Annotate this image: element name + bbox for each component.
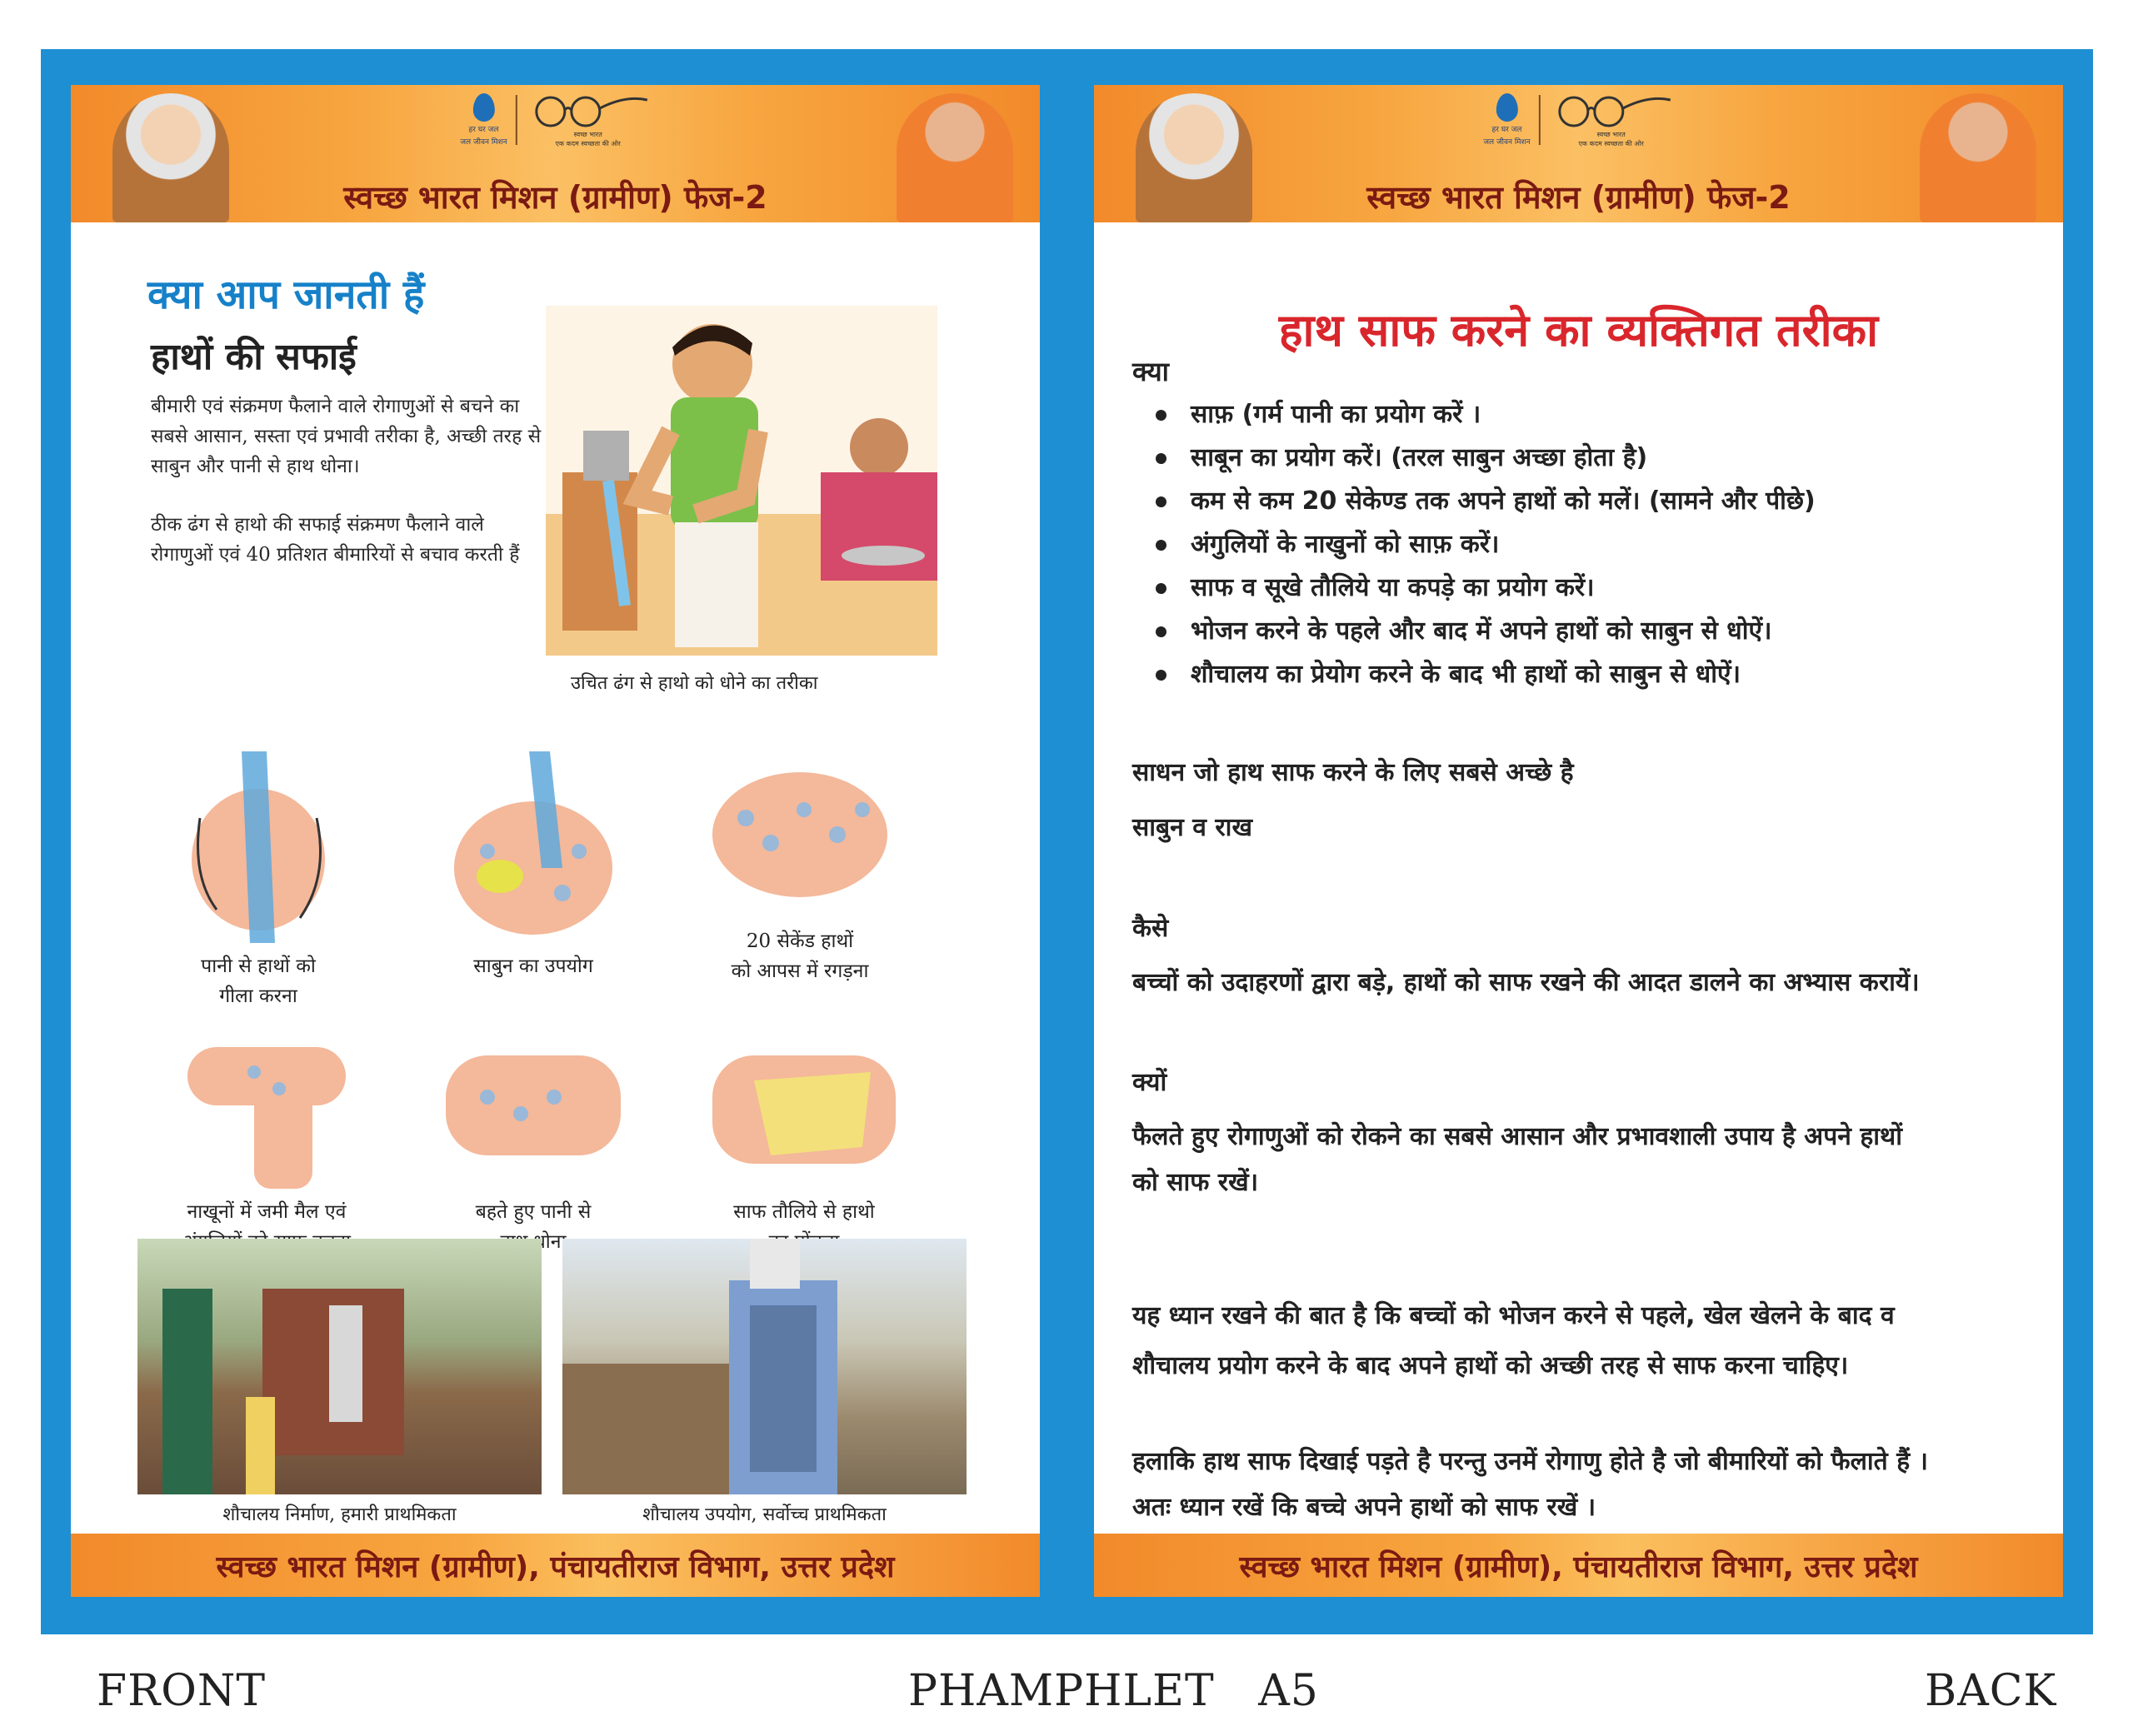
soap-hands-icon (437, 751, 629, 943)
means-line-2: साबुन व राख (1132, 813, 1252, 842)
front-paragraph-2: ठीक ढंग से हाथो की सफाई संक्रमण फैलाने वाले रोगाणुओं एवं 40 प्रतिशत बीमारियों से बचाव करती हैं (151, 514, 520, 566)
list-item: शौचालय का प्रेयोग करने के बाद भी हाथों को साबुन से धोऐं। (1154, 653, 1816, 696)
spectacles-icon (1549, 92, 1674, 130)
wet-hands-icon (167, 751, 350, 943)
back-swachh-logo (1549, 92, 1674, 148)
spectacles-icon (526, 92, 651, 130)
step-dry-hands (696, 1022, 912, 1257)
list-item: साफ़ (गर्म पानी का प्रयोग करें । (1154, 393, 1816, 436)
front-logo-group (460, 92, 650, 148)
front-label: FRONT (97, 1666, 267, 1716)
bullet-list (1154, 393, 1816, 696)
towel-hands-icon (704, 1022, 904, 1189)
how-label: कैसे (1132, 914, 1169, 943)
front-swachh-logo (526, 92, 651, 148)
illustration-caption: उचित ढंग से हाथो को धोने का तरीका (571, 673, 818, 694)
note-1-line-1: यह ध्यान रखने की बात है कि बच्चों को भोजन करने से पहले, खेल खेलने के बाद व (1132, 1301, 1895, 1330)
pamphlet-size-label: PHAMPHLET A5 (908, 1666, 1319, 1716)
toilet-construction-photo (137, 1239, 542, 1494)
back-specs-text: स्वच्छ भारत (1596, 131, 1626, 138)
rinse-hands-icon (437, 1022, 629, 1189)
means-line-1: साधन जो हाथ साफ करने के लिए सबसे अच्छे है (1132, 758, 1574, 787)
logo-divider (516, 95, 517, 145)
front-footer: स्वच्छ भारत मिशन (ग्रामीण), पंचायतीराज विभाग, उत्तर प्रदेश (71, 1534, 1040, 1597)
note-2-line-1: हलाकि हाथ साफ दिखाई पड़ते है परन्तु उनमें रोगाणु होते है जो बीमारियों को फैलाते हैं । (1132, 1447, 1928, 1476)
water-drop-icon (1496, 93, 1518, 122)
toilet-use-photo (562, 1239, 967, 1494)
note-2-line-2: अतः ध्यान रखें कि बच्चे अपने हाथों को साफ रखें । (1132, 1493, 1596, 1522)
back-jal-logo (1483, 93, 1530, 147)
front-specs-text: स्वच्छ भारत (573, 131, 602, 138)
back-title: हाथ साफ करने का व्यक्तिगत तरीका (1278, 304, 1879, 357)
step-wet-hands (150, 751, 367, 1011)
step-caption: 20 सेकेंड हाथों को आपस में रगड़ना (731, 930, 869, 982)
list-item: साफ व सूखे तौलिये या कपड़े का प्रयोग करें। (1154, 566, 1816, 610)
back-header (1094, 85, 2063, 222)
list-item: भोजन करने के पहले और बाद में अपने हाथों को साबुन से धोऐं। (1154, 610, 1816, 653)
back-header-title: स्वच्छ भारत मिशन (ग्रामीण) फेज-2 (1366, 179, 1791, 216)
back-panel (1094, 85, 2063, 1597)
step-clean-nails (158, 1022, 375, 1257)
water-drop-icon (473, 93, 495, 122)
front-jal-sub: जल जीवन मिशन (460, 138, 507, 147)
front-heading: क्या आप जानती हैं (147, 272, 425, 318)
pamphlet-frame (41, 49, 2093, 1634)
why-label: क्यों (1132, 1068, 1167, 1097)
front-panel (71, 85, 1040, 1597)
rub-hands-icon (704, 751, 896, 918)
front-header (71, 85, 1040, 222)
back-label: BACK (1925, 1666, 2057, 1716)
step-rinse-hands (425, 1022, 642, 1257)
list-item: साबून का प्रयोग करें। (तरल साबुन अच्छा होता है) (1154, 436, 1816, 480)
list-item: कम से कम 20 सेकेण्ड तक अपने हाथों को मलें। (सामने और पीछे) (1154, 480, 1816, 523)
note-1-line-2: शौचालय प्रयोग करने के बाद अपने हाथों को अच्छी तरह से साफ करना चाहिए। (1132, 1351, 1849, 1380)
front-subheading: हाथों की सफाई (151, 336, 357, 378)
why-text-2: को साफ रखें। (1132, 1168, 1259, 1197)
logo-divider (1539, 95, 1541, 145)
front-jal-text: हर घर जल (468, 126, 499, 134)
photo-caption-2: शौचालय उपयोग, सर्वोच्च प्राथमिकता (642, 1504, 887, 1525)
back-footer: स्वच्छ भारत मिशन (ग्रामीण), पंचायतीराज विभाग, उत्तर प्रदेश (1094, 1534, 2063, 1597)
step-caption: साबुन का उपयोग (473, 955, 593, 977)
front-jal-logo (460, 93, 507, 147)
front-specs-sub: एक कदम स्वच्छता की ओर (555, 140, 621, 147)
step-caption: पानी से हाथों को गीला करना (201, 955, 316, 1007)
back-logo-group (1483, 92, 1673, 148)
back-jal-text: हर घर जल (1491, 126, 1522, 134)
front-paragraph-1: बीमारी एवं संक्रमण फैलाने वाले रोगाणुओं से बचने का सबसे आसान, सस्ता एवं प्रभावी तरीका है, अच्छी तरह से साबुन और पानी से हाथ धोना। (151, 396, 542, 477)
back-jal-sub: जल जीवन मिशन (1483, 138, 1531, 147)
man-washing-hands-illustration (546, 306, 937, 656)
why-text-1: फैलते हुए रोगाणुओं को रोकने का सबसे आसान और प्रभावशाली उपाय है अपने हाथों (1132, 1122, 1902, 1151)
step-apply-soap (425, 751, 642, 981)
clean-nails-icon (171, 1022, 362, 1189)
step-caption: बहते हुए पानी से धोना (475, 1201, 592, 1253)
step-caption: नाखूनों में जमी मैल एवं (187, 1201, 347, 1223)
step-rub-hands (692, 751, 908, 986)
back-specs-sub: एक कदम स्वच्छता की ओर (1578, 140, 1644, 147)
how-text: बच्चों को उदाहरणों द्वारा बड़े, हाथों को साफ रखने की आदत डालने का अभ्यास करायें। (1132, 968, 1920, 997)
photo-caption-1: शौचालय निर्माण, हमारी प्राथमिकता (222, 1504, 457, 1525)
step-caption: साफ तौलिये से हाथो (733, 1201, 875, 1223)
what-label: क्या (1132, 356, 1169, 387)
list-item: अंगुलियों के नाखुनों को साफ़ करें। (1154, 523, 1816, 566)
front-header-title: स्वच्छ भारत मिशन (ग्रामीण) फेज-2 (343, 179, 767, 216)
